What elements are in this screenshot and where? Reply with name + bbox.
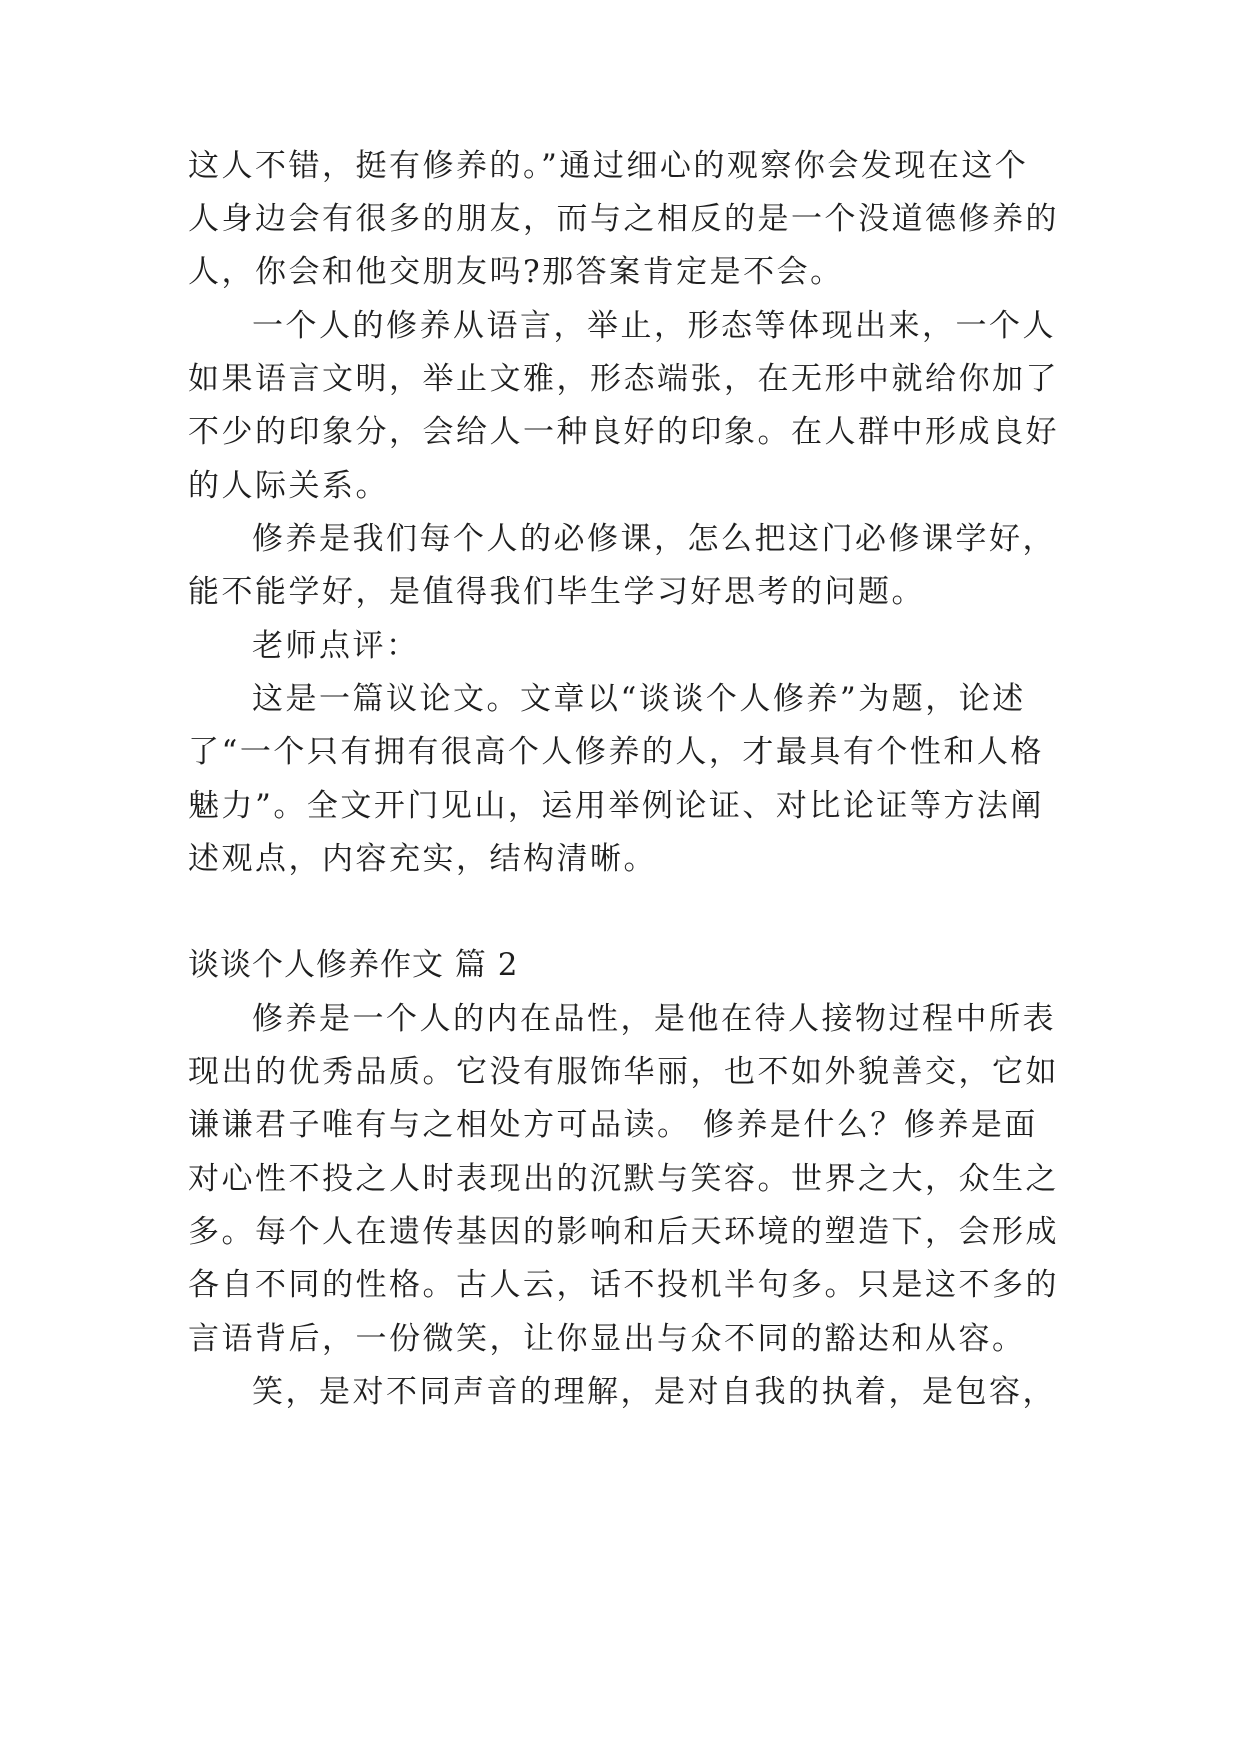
paragraph-line: 的人际关系。 <box>188 468 389 504</box>
paragraph-line: 能不能学好，是值得我们毕生学习好思考的问题。 <box>188 574 925 610</box>
paragraph-line: 人身边会有很多的朋友，而与之相反的是一个没道德修养的 <box>188 201 1059 237</box>
paragraph-line: 如果语言文明，举止文雅，形态端张，在无形中就给你加了 <box>188 361 1059 397</box>
paragraph-line: 笑，是对不同声音的理解，是对自我的执着，是包容， <box>252 1374 1056 1410</box>
paragraph-line: 多。每个人在遗传基因的影响和后天环境的塑造下，会形成 <box>188 1214 1059 1250</box>
paragraph-line: 对心性不投之人时表现出的沉默与笑容。世界之大，众生之 <box>188 1161 1059 1197</box>
teacher-comment-heading: 老师点评： <box>252 628 420 664</box>
paragraph-line: 现出的优秀品质。它没有服饰华丽，也不如外貌善交，它如 <box>188 1054 1059 1090</box>
paragraph-line: 不少的印象分，会给人一种良好的印象。在人群中形成良好 <box>188 414 1059 450</box>
paragraph-line: 述观点，内容充实，结构清晰。 <box>188 841 657 877</box>
paragraph-line: 一个人的修养从语言，举止，形态等体现出来，一个人 <box>252 308 1056 344</box>
paragraph-line: 这人不错，挺有修养的。”通过细心的观察你会发现在这个 <box>188 148 1029 184</box>
paragraph-line: 修养是一个人的内在品性，是他在待人接物过程中所表 <box>252 1001 1056 1037</box>
paragraph-line: 魅力”。全文开门见山，运用举例论证、对比论证等方法阐 <box>188 788 1044 824</box>
paragraph-line: 了“一个只有拥有很高个人修养的人，才最具有个性和人格 <box>188 734 1044 770</box>
paragraph-line: 各自不同的性格。古人云，话不投机半句多。只是这不多的 <box>188 1267 1059 1303</box>
paragraph-line: 人，你会和他交朋友吗?那答案肯定是不会。 <box>188 254 844 290</box>
paragraph-line: 谦谦君子唯有与之相处方可品读。 修养是什么？修养是面 <box>188 1107 1038 1143</box>
paragraph-line: 这是一篇议论文。文章以“谈谈个人修养”为题，论述 <box>252 681 1026 717</box>
paragraph-line: 言语背后，一份微笑，让你显出与众不同的豁达和从容。 <box>188 1321 1026 1357</box>
paragraph-line: 修养是我们每个人的必修课，怎么把这门必修课学好， <box>252 521 1056 557</box>
section-title: 谈谈个人修养作文 篇 2 <box>188 947 519 983</box>
